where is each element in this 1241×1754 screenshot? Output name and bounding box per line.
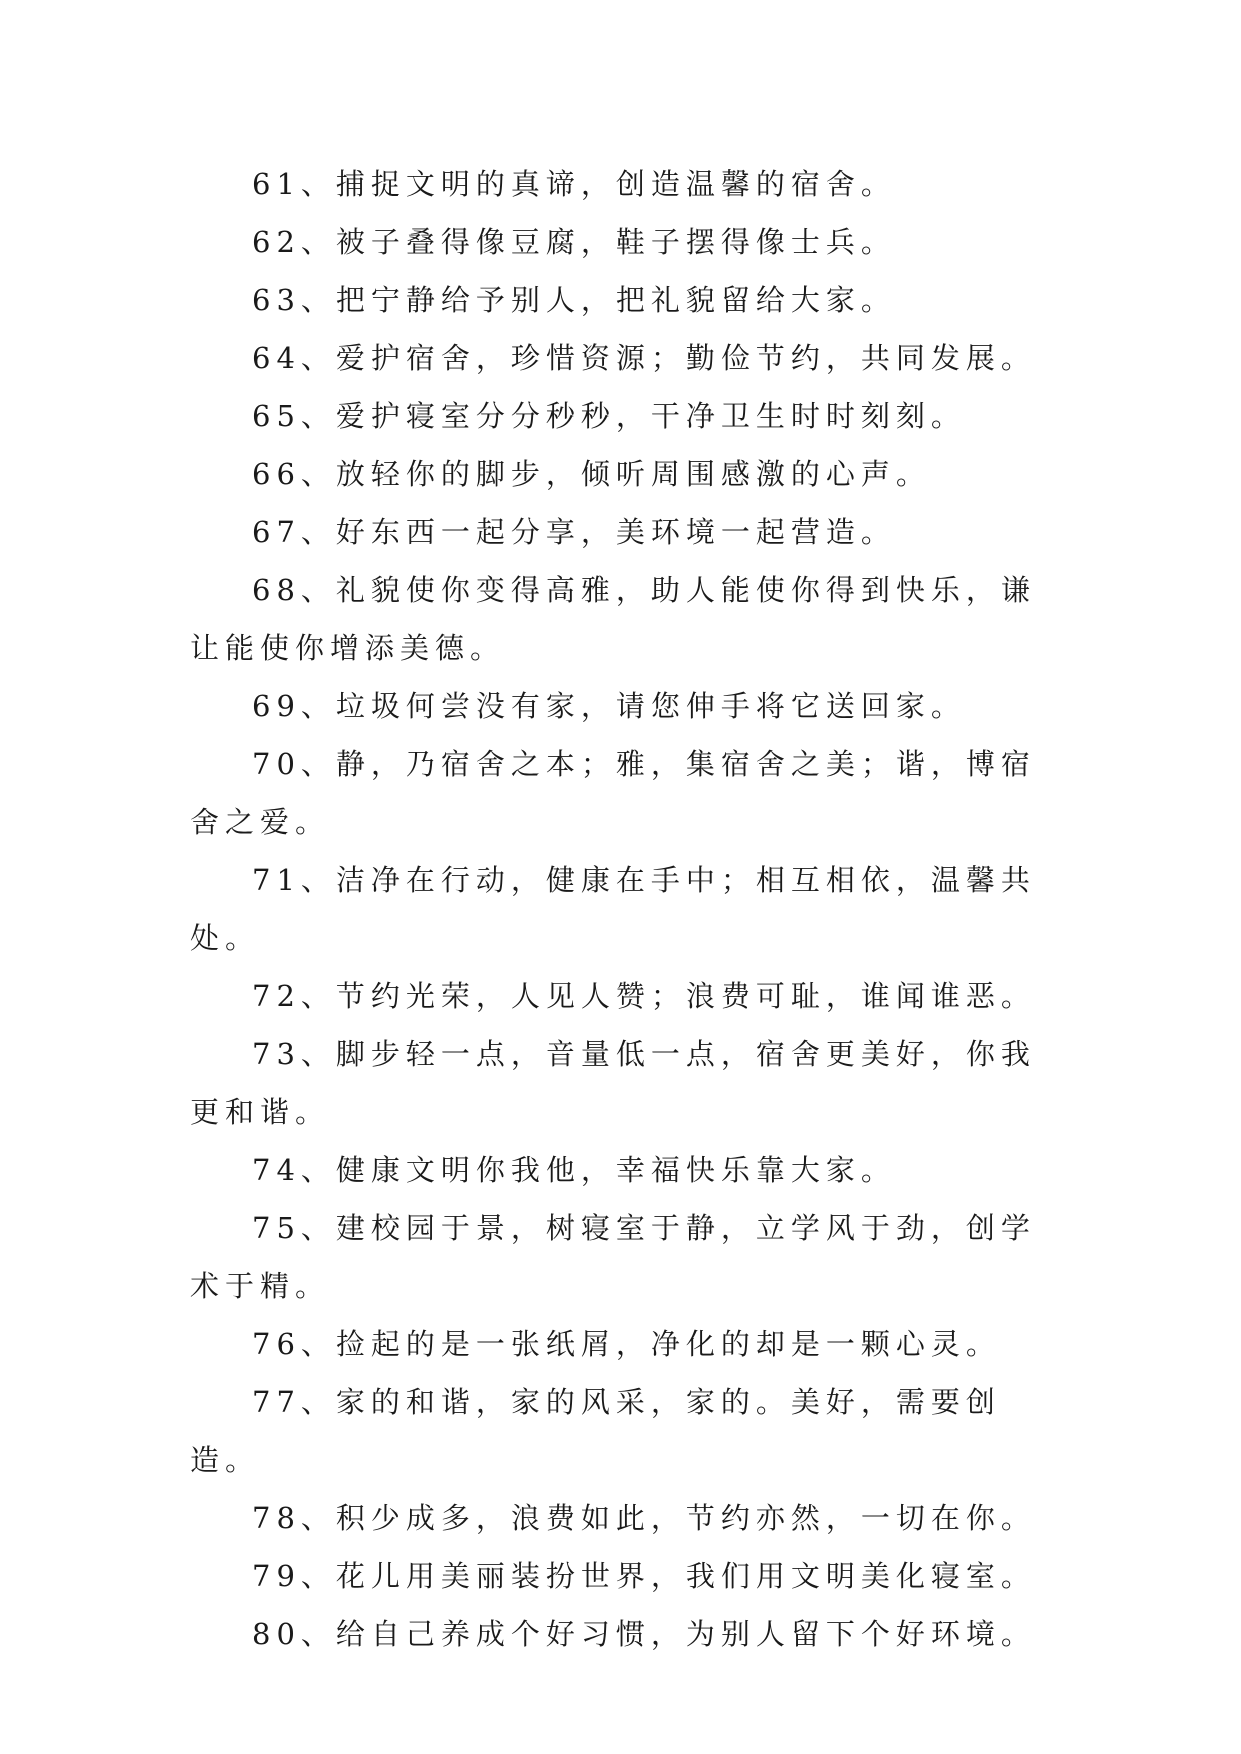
list-item: 70、静，乃宿舍之本；雅，集宿舍之美；谐，博宿舍之爱。 [190, 747, 1036, 839]
list-item: 72、节约光荣，人见人赞；浪费可耻，谁闻谁恶。 [252, 979, 1036, 1013]
list-item: 77、家的和谐，家的风采，家的。美好，需要创造。 [190, 1385, 1001, 1477]
list-item: 73、脚步轻一点，音量低一点，宿舍更美好，你我更和谐。 [190, 1037, 1036, 1129]
list-item: 61、捕捉文明的真谛，创造温馨的宿舍。 [252, 167, 896, 201]
slogan-list [190, 155, 1070, 1663]
list-item: 63、把宁静给予别人，把礼貌留给大家。 [252, 283, 896, 317]
list-item: 79、花儿用美丽装扮世界，我们用文明美化寝室。 [252, 1559, 1036, 1593]
list-item: 74、健康文明你我他，幸福快乐靠大家。 [252, 1153, 896, 1187]
list-item: 64、爱护宿舍，珍惜资源；勤俭节约，共同发展。 [252, 341, 1036, 375]
list-item: 66、放轻你的脚步，倾听周围感激的心声。 [252, 457, 931, 491]
list-item: 67、好东西一起分享，美环境一起营造。 [252, 515, 896, 549]
list-item: 75、建校园于景，树寝室于静，立学风于劲，创学术于精。 [190, 1211, 1036, 1303]
list-item: 69、垃圾何尝没有家，请您伸手将它送回家。 [252, 689, 966, 723]
list-item: 78、积少成多，浪费如此，节约亦然，一切在你。 [252, 1501, 1036, 1535]
list-item: 80、给自己养成个好习惯，为别人留下个好环境。 [252, 1617, 1036, 1651]
list-item: 62、被子叠得像豆腐，鞋子摆得像士兵。 [252, 225, 896, 259]
list-item: 76、捡起的是一张纸屑，净化的却是一颗心灵。 [252, 1327, 1001, 1361]
list-item: 71、洁净在行动，健康在手中；相互相依，温馨共处。 [190, 863, 1036, 955]
list-item: 68、礼貌使你变得高雅，助人能使你得到快乐，谦让能使你增添美德。 [190, 573, 1036, 665]
list-item: 65、爱护寝室分分秒秒，干净卫生时时刻刻。 [252, 399, 966, 433]
